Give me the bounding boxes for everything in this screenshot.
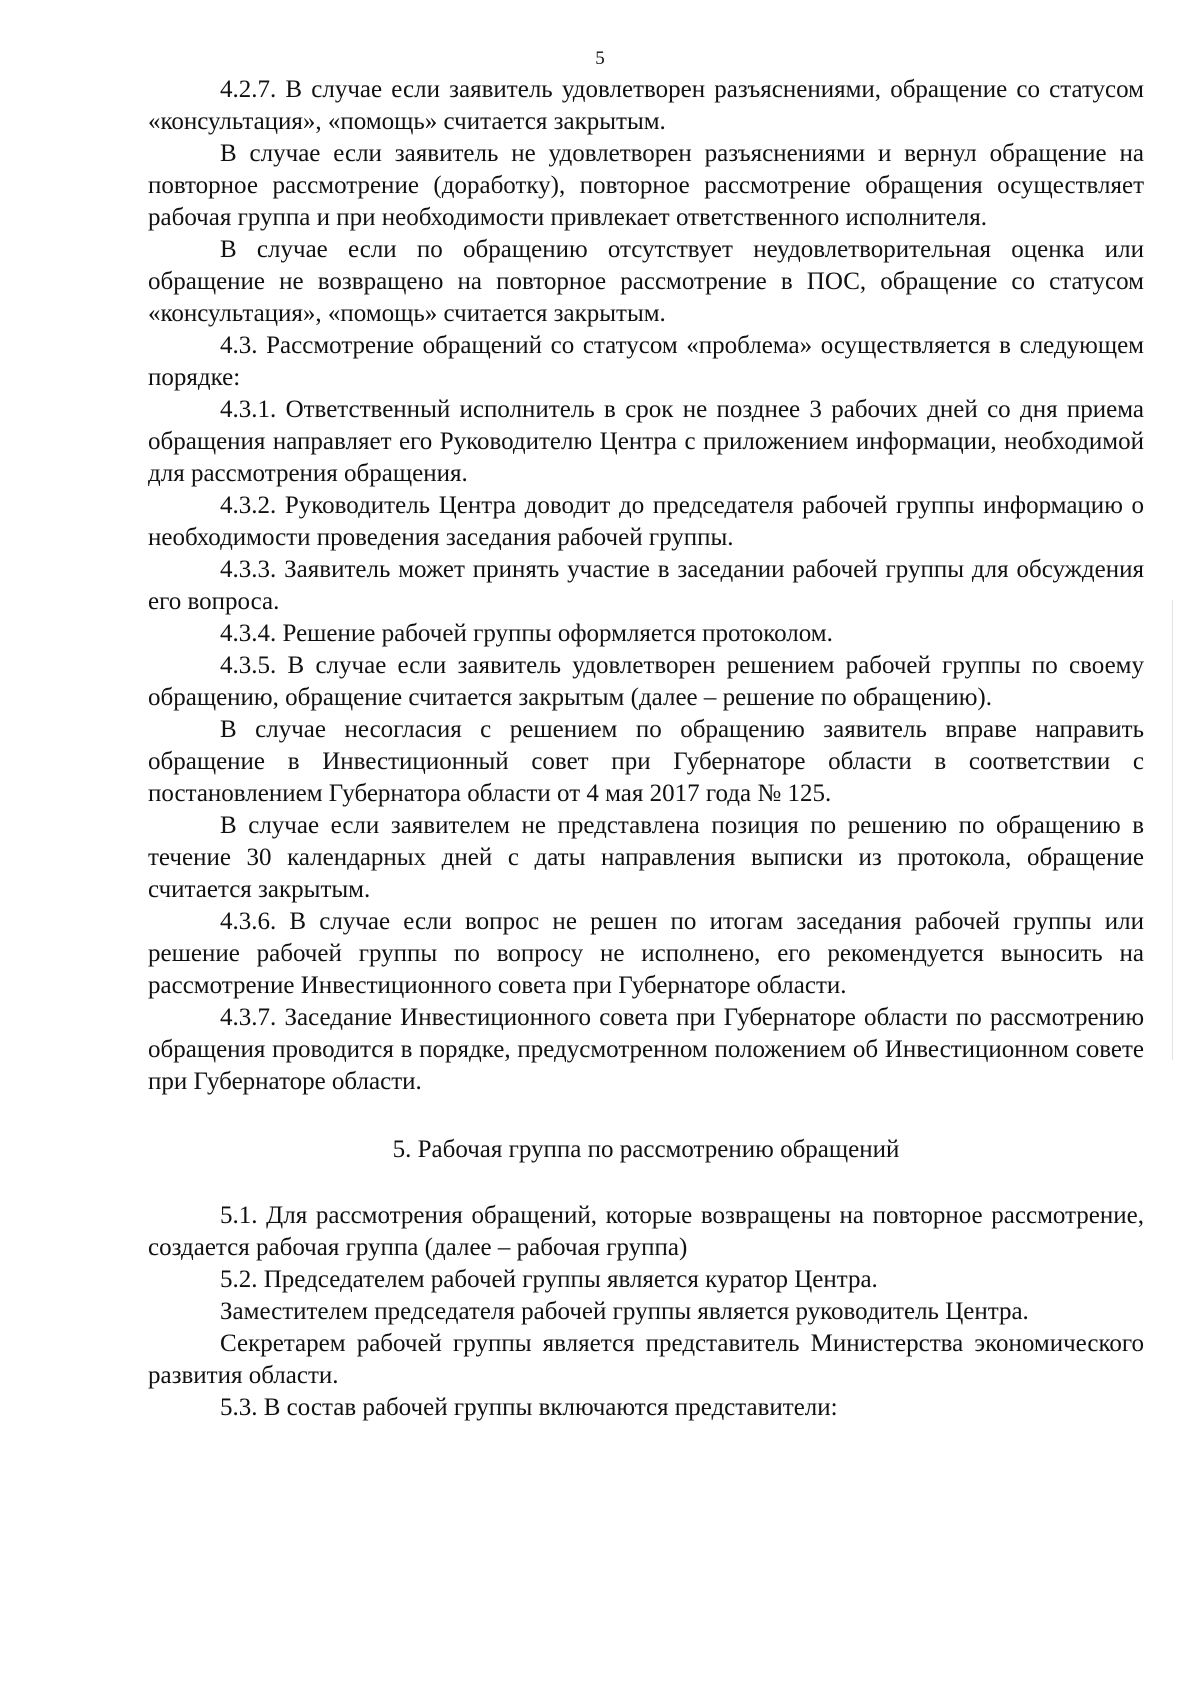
section-heading: 5. Рабочая группа по рассмотрению обращений <box>392 1136 900 1163</box>
paragraph-4-3-3: 4.3.3. Заявитель может принять участие в заседании рабочей группы для обсуждения его вопроса. <box>148 556 1144 615</box>
paragraph-5-3: 5.3. В состав рабочей группы включаются представители: <box>220 1394 838 1421</box>
paragraph-4-3-7: 4.3.7. Заседание Инвестиционного совета при Губернаторе области по рассмотрению обращения проводится в порядке, предусмотренном положением об Инвестиционном совете при Губернаторе области. <box>148 1004 1144 1095</box>
scan-margin-line <box>1172 600 1173 1060</box>
paragraph-4-3-1: 4.3.1. Ответственный исполнитель в срок не позднее 3 рабочих дней со дня приема обращения направляет его Руководителю Центра с приложением информации, необходимой для рассмотрения обращения. <box>148 396 1144 487</box>
paragraph-4-2-7: 4.2.7. В случае если заявитель удовлетворен разъяснениями, обращение со статусом «консультация», «помощь» считается закрытым. <box>148 76 1144 135</box>
paragraph-4-3-6: 4.3.6. В случае если вопрос не решен по итогам заседания рабочей группы или решение рабочей группы по вопросу не исполнено, его рекомендуется выносить на рассмотрение Инвестиционного совета при Губернаторе области. <box>148 908 1144 999</box>
paragraph-5-2: 5.2. Председателем рабочей группы является куратор Центра. <box>220 1266 878 1293</box>
paragraph-disagreement: В случае несогласия с решением по обращению заявитель вправе направить обращение в Инвестиционный совет при Губернаторе области в соответствии с постановлением Губернатора области от 4 мая 2017 года № 125. <box>148 716 1144 807</box>
paragraph-5-1: 5.1. Для рассмотрения обращений, которые возвращены на повторное рассмотрение, создается рабочая группа (далее – рабочая группа) <box>148 1202 1144 1261</box>
page-number: 5 <box>595 48 605 69</box>
paragraph-rework: В случае если заявитель не удовлетворен разъяснениями и вернул обращение на повторное рассмотрение (доработку), повторное рассмотрение обращения осуществляет рабочая группа и при необходимости привлекает ответственного исполнителя. <box>148 140 1144 231</box>
paragraph-4-3-5: 4.3.5. В случае если заявитель удовлетворен решением рабочей группы по своему обращению, обращение считается закрытым (далее – решение по обращению). <box>148 652 1144 711</box>
paragraph-deputy-chair: Заместителем председателя рабочей группы является руководитель Центра. <box>220 1298 1029 1325</box>
document-body <box>148 74 1144 1424</box>
paragraph-secretary: Секретарем рабочей группы является представитель Министерства экономического развития области. <box>148 1330 1144 1389</box>
paragraph-4-3-4: 4.3.4. Решение рабочей группы оформляется протоколом. <box>220 620 833 647</box>
paragraph-no-position: В случае если заявителем не представлена позиция по решению по обращению в течение 30 календарных дней с даты направления выписки из протокола, обращение считается закрытым. <box>148 812 1144 903</box>
paragraph-no-rating: В случае если по обращению отсутствует неудовлетворительная оценка или обращение не возвращено на повторное рассмотрение в ПОС, обращение со статусом «консультация», «помощь» считается закрытым. <box>148 236 1144 327</box>
paragraph-4-3-2: 4.3.2. Руководитель Центра доводит до председателя рабочей группы информацию о необходимости проведения заседания рабочей группы. <box>148 492 1144 551</box>
paragraph-4-3: 4.3. Рассмотрение обращений со статусом «проблема» осуществляется в следующем порядке: <box>148 332 1144 391</box>
